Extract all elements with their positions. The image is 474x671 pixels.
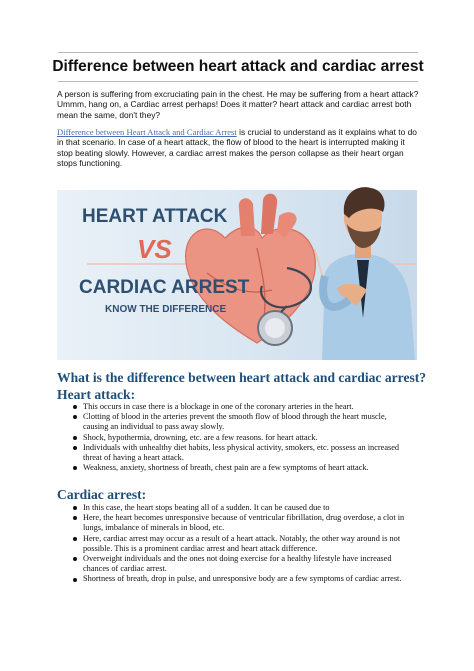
page-title: Difference between heart attack and cardiac arrest xyxy=(52,58,424,75)
cardiac-arrest-heading: Cardiac arrest: xyxy=(57,487,147,502)
intro-paragraph: A person is suffering from excruciating pain in the chest. He may be suffering from a heart attack? Ummm, hang on, a Cardiac arrest perhaps! Does it matter? heart attack and cardiac arrest both mean the same, don't they? xyxy=(57,89,419,120)
difference-link[interactable]: Difference between Heart Attack and Cardiac Arrest xyxy=(57,127,237,137)
list-item: Individuals with unhealthy diet habits, less physical activity, smokers, etc. possess an increased threat of having a heart attack. xyxy=(57,443,407,463)
heart-attack-heading: Heart attack: xyxy=(57,387,136,402)
list-item: Shock, hypothermia, drowning, etc. are a few reasons. for heart attack. xyxy=(57,433,407,443)
hero-know-difference-text: KNOW THE DIFFERENCE xyxy=(105,304,227,315)
cardiac-arrest-list xyxy=(57,503,407,585)
hero-banner xyxy=(57,178,417,360)
difference-heading: What is the difference between heart attack and cardiac arrest? xyxy=(57,370,427,385)
hero-heart-attack-text: HEART ATTACK xyxy=(82,206,228,227)
explanation-text: is crucial to understand as it explains what to do in that scenario. In case of a heart attack, the flow of blood to the heart is interrupted making it stop beating slowly. However, a cardiac arrest makes the person collapse as their heart organ stops functioning. xyxy=(57,127,417,169)
heart-attack-list xyxy=(57,402,407,473)
list-item: In this case, the heart stops beating all of a sudden. It can be caused due to xyxy=(57,503,407,513)
hero-vs-text: VS xyxy=(137,234,172,264)
list-item: This occurs in case there is a blockage in one of the coronary arteries in the heart. xyxy=(57,402,407,412)
hero-illustration xyxy=(57,178,417,360)
list-item: Weakness, anxiety, shortness of breath, chest pain are a few symptoms of heart attack. xyxy=(57,463,407,473)
list-item: Clotting of blood in the arteries prevent the smooth flow of blood through the heart muscle, causing an individual to pass away slowly. xyxy=(57,412,407,432)
list-item: Here, cardiac arrest may occur as a result of a heart attack. Notably, the other way around is not possible. This is a prominent cardiac arrest and heart attack difference. xyxy=(57,534,407,554)
list-item: Shortness of breath, drop in pulse, and unresponsive body are a few symptoms of cardiac arrest. xyxy=(57,574,407,584)
hero-cardiac-arrest-text: CARDIAC ARREST xyxy=(79,277,250,298)
title-box xyxy=(52,52,424,82)
list-item: Here, the heart becomes unresponsive because of ventricular fibrillation, drug overdose, a clot in lungs, imbalance of minerals in blood, etc. xyxy=(57,513,407,533)
explanation-paragraph xyxy=(57,127,422,169)
list-item: Overweight individuals and the ones not doing exercise for a healthy lifestyle have increased chances of cardiac arrest. xyxy=(57,554,407,574)
